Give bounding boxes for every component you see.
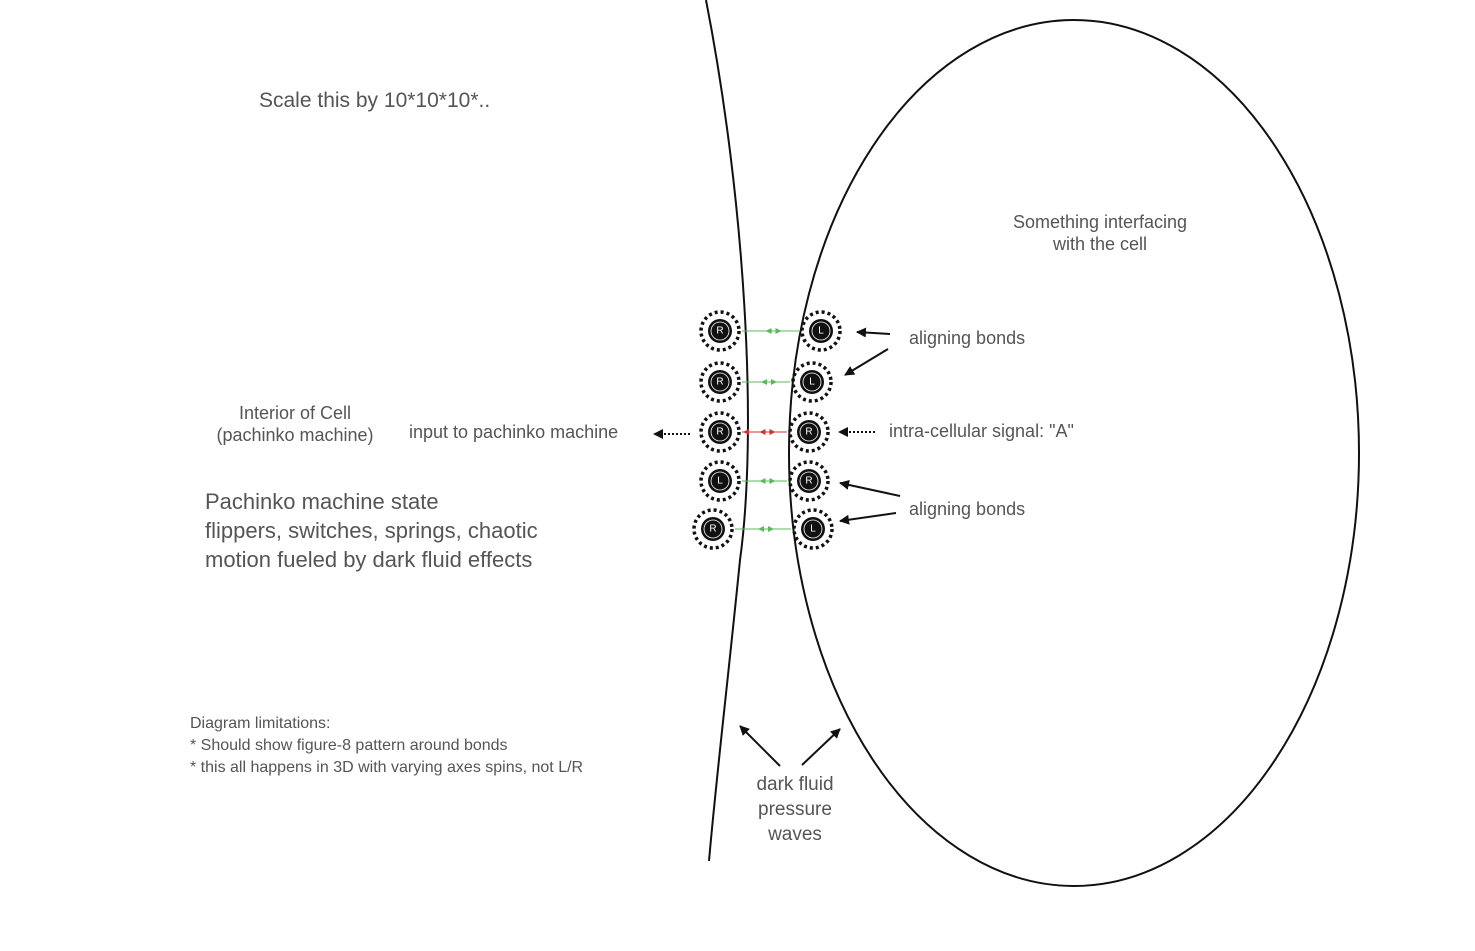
bond-node-label: R: [805, 475, 813, 487]
limitations-title: Diagram limitations:: [190, 715, 331, 732]
bond-node-left: [701, 462, 739, 500]
bond-node-label: L: [818, 325, 824, 337]
bond-node-left: [701, 363, 739, 401]
interfacing-entity-ellipse: [789, 20, 1359, 886]
limitations-item-1: * Should show figure-8 pattern around bonds: [190, 737, 508, 754]
pressure-waves-line-1: dark fluid: [756, 774, 834, 795]
machine-state-line-3: motion fueled by dark fluid effects: [205, 547, 533, 572]
bond-pair: [694, 510, 832, 548]
bond-node-right: [802, 312, 840, 350]
aligning-arrow-4: [840, 513, 896, 521]
cell-interior-line-2: (pachinko machine): [216, 424, 374, 445]
bond-pair: [701, 363, 831, 401]
pressure-waves-line-2: pressure: [758, 799, 832, 820]
bond-node-right: [790, 462, 828, 500]
bond-node-left: [701, 312, 739, 350]
bond-node-right: [794, 510, 832, 548]
limitations-item-2: * this all happens in 3D with varying axes spins, not L/R: [190, 759, 584, 776]
pressure-arrow-right: [802, 729, 840, 765]
aligning-arrow-2: [845, 349, 888, 375]
limitations-note: [190, 713, 583, 779]
machine-state-line-1: Pachinko machine state: [205, 489, 439, 514]
bond-node-label: L: [809, 376, 815, 388]
cell-interior-line-1: Interior of Cell: [238, 403, 352, 423]
bond-node-label: R: [709, 523, 717, 535]
bond-node-label: R: [716, 325, 724, 337]
machine-state-line-2: flippers, switches, springs, chaotic: [205, 518, 538, 543]
bonds-group: [694, 312, 840, 548]
pressure-arrow-left: [740, 726, 780, 766]
interface-label-line-2: with the cell: [1052, 233, 1148, 254]
bond-node-left: [694, 510, 732, 548]
bond-node-label: L: [717, 475, 723, 487]
aligning-arrow-3: [840, 483, 900, 496]
cell-interior-label: [195, 403, 395, 446]
pressure-waves-line-3: waves: [768, 824, 822, 845]
bond-node-label: R: [805, 426, 813, 438]
signal-label: intra-cellular signal: "A": [889, 421, 1074, 441]
bond-pair: [701, 312, 840, 350]
bond-node-right: [793, 363, 831, 401]
bond-node-left: [701, 413, 739, 451]
bond-node-right: [790, 413, 828, 451]
interface-label-line-1: Something interfacing: [1012, 212, 1188, 232]
aligning-bonds-bottom-label: aligning bonds: [909, 499, 1026, 519]
aligning-bonds-top-label: aligning bonds: [909, 328, 1026, 348]
machine-state-label: [205, 487, 538, 574]
bond-pair: [701, 462, 828, 500]
input-label: input to pachinko machine: [409, 422, 619, 442]
aligning-arrow-1: [857, 332, 890, 334]
bond-node-label: R: [716, 376, 724, 388]
pressure-waves-label: [735, 772, 855, 847]
bond-node-label: R: [716, 426, 724, 438]
bond-pair: [701, 413, 828, 451]
bond-node-label: L: [810, 523, 816, 535]
interface-label: [990, 212, 1210, 255]
scale-note: Scale this by 10*10*10*..: [259, 89, 491, 112]
